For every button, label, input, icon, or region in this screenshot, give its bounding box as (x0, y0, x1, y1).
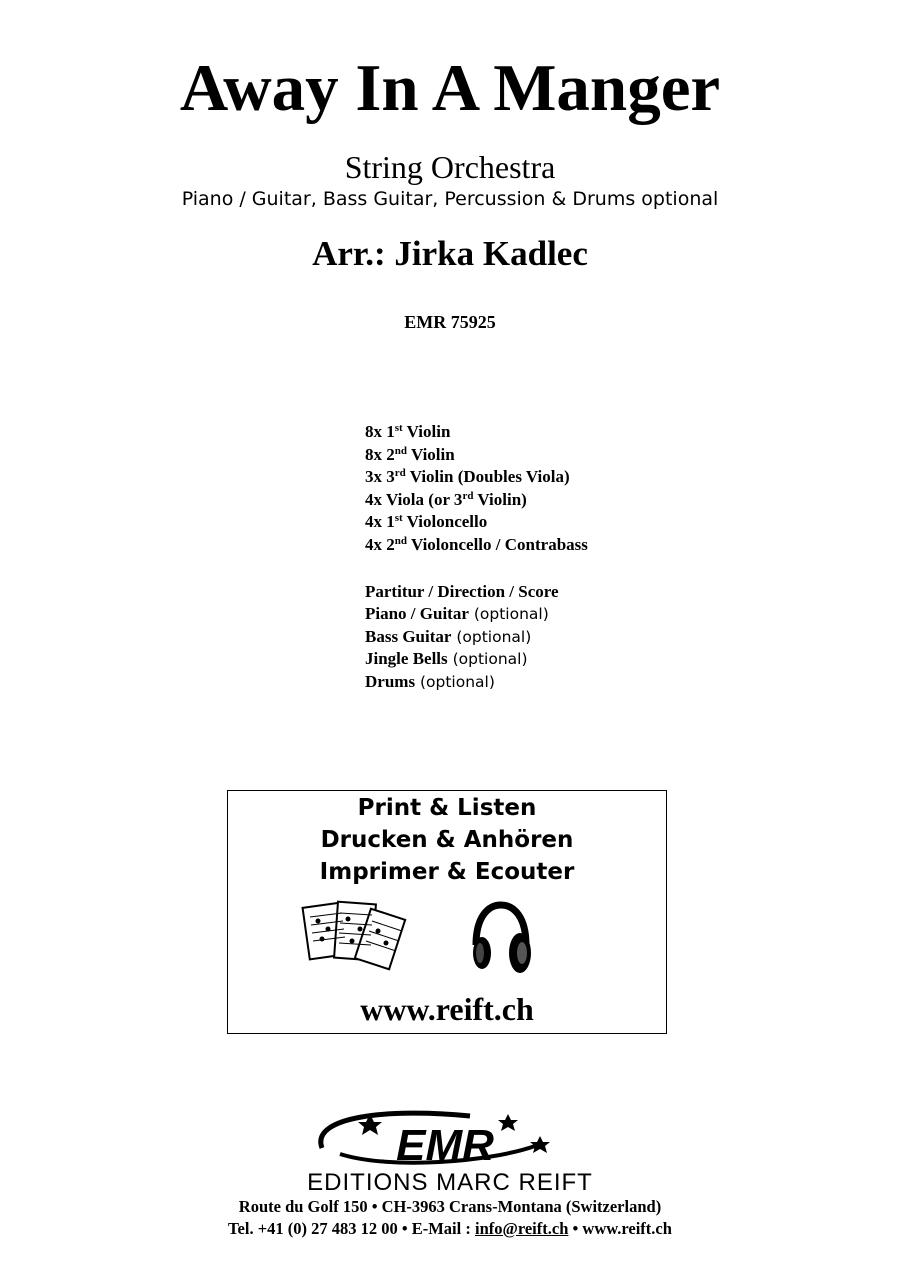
star-icon (530, 1136, 550, 1153)
star-icon (498, 1114, 518, 1131)
optional-instruments: Piano / Guitar, Bass Guitar, Percussion & Drums optional (181, 188, 719, 210)
part-item: 8x 1st Violin (365, 422, 451, 441)
ensemble-subtitle: String Orchestra (344, 149, 556, 185)
promo-line-en: Print & Listen (357, 795, 537, 821)
emr-logo (240, 1108, 660, 1198)
logo-emr-text: EMR (396, 1121, 494, 1170)
headphones-icon (468, 901, 534, 981)
page-title: Away In A Manger (179, 51, 721, 125)
website-link[interactable]: www.reift.ch (360, 991, 534, 1027)
part-item: Partitur / Direction / Score (365, 581, 559, 601)
arranger: Arr.: Jirka Kadlec (312, 234, 588, 273)
parts-list (365, 421, 785, 694)
sheet-music-icon (300, 899, 412, 977)
publisher-name: EDITIONS MARC REIFT (307, 1169, 593, 1196)
publisher-contact: Tel. +41 (0) 27 483 12 00 • E-Mail : info@reift.ch • www.reift.ch (228, 1219, 672, 1238)
part-item: Bass Guitar (optional) (365, 626, 532, 646)
part-item: Piano / Guitar (optional) (365, 604, 549, 624)
part-item: 4x 2nd Violoncello / Contrabass (365, 534, 588, 554)
part-item: 4x 1st Violoncello (365, 512, 488, 532)
promo-line-de: Drucken & Anhören (320, 827, 574, 853)
part-item: Drums (optional) (365, 671, 495, 691)
part-item: 4x Viola (or 3rd Violin) (365, 489, 527, 509)
part-item: 3x 3rd Violin (Doubles Viola) (365, 467, 570, 487)
part-item: Jingle Bells (optional) (365, 649, 528, 669)
email-link[interactable]: info@reift.ch (474, 1219, 569, 1238)
part-item: 8x 2nd Violin (365, 444, 455, 464)
promo-line-fr: Imprimer & Ecouter (319, 859, 575, 885)
catalog-number: EMR 75925 (404, 312, 496, 332)
spacer (365, 557, 785, 581)
print-listen-box[interactable] (227, 790, 667, 1034)
publisher-address: Route du Golf 150 • CH-3963 Crans-Montana (Switzerland) (238, 1197, 662, 1216)
